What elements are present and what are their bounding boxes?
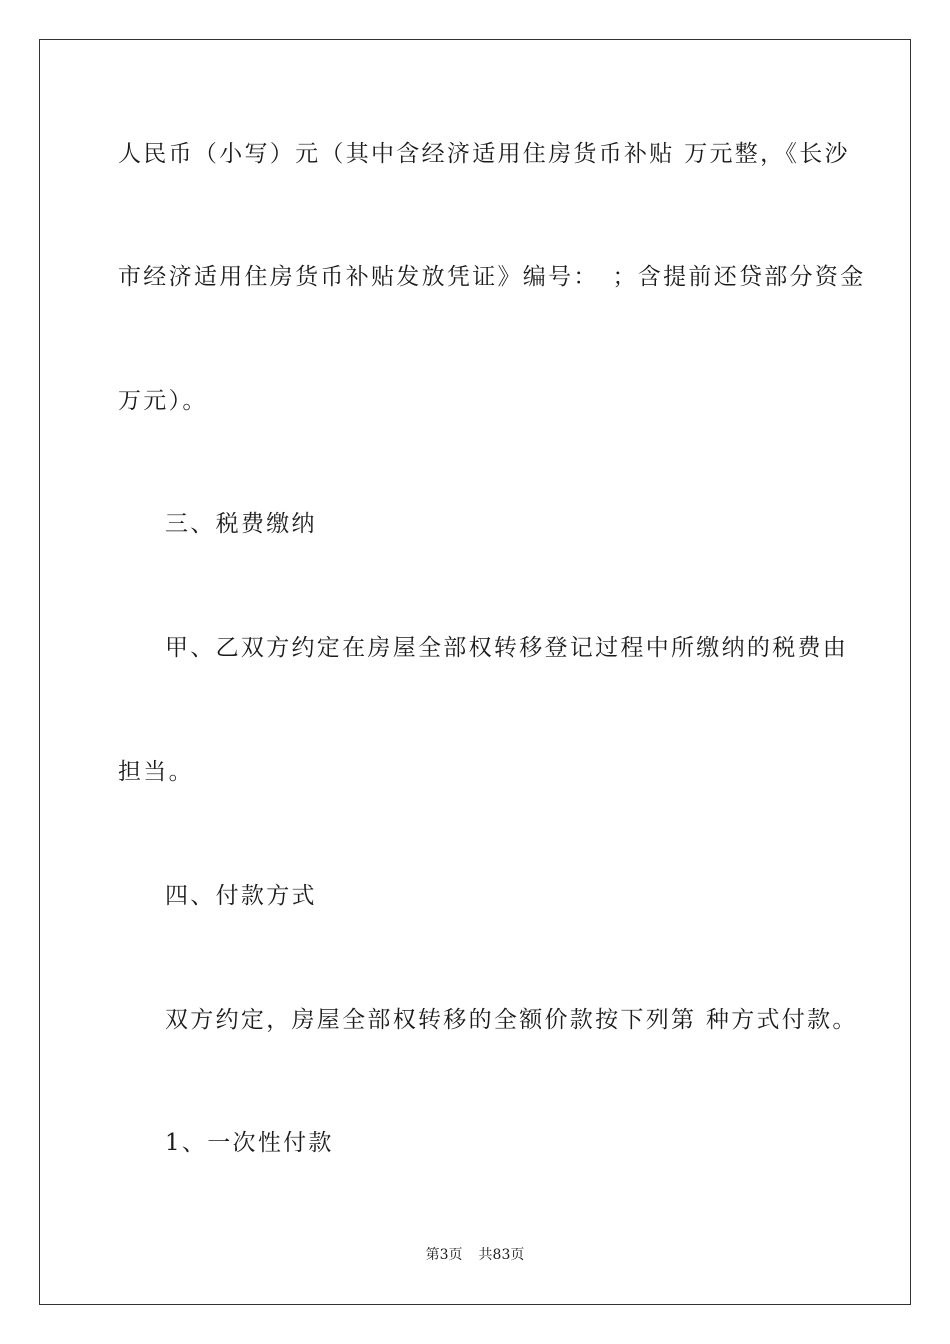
list-item-lump-sum: 1、一次性付款 [165,1130,334,1156]
section-heading-payment: 四、付款方式 [165,883,317,909]
body-text-line-2: 市经济适用住房货币补贴发放凭证》编号： ；含提前还贷部分资金 [118,264,866,290]
body-text-line-3: 万元）。 [118,388,208,414]
body-text-line-1: 人民币（小写）元（其中含经济适用住房货币补贴 万元整，《长沙 [118,141,850,167]
page-footer [0,1246,950,1264]
page-border [39,39,911,1305]
body-text-line-tax-end: 担当。 [118,759,194,785]
page-total: 共83页 [478,1247,525,1263]
body-text-line-payment: 双方约定，房屋全部权转移的全额价款按下列第 种方式付款。 [165,1007,858,1033]
body-text-line-tax: 甲、乙双方约定在房屋全部权转移登记过程中所缴纳的税费由 [165,635,849,661]
section-heading-tax: 三、税费缴纳 [165,511,317,537]
page-number: 第3页 [425,1247,463,1263]
